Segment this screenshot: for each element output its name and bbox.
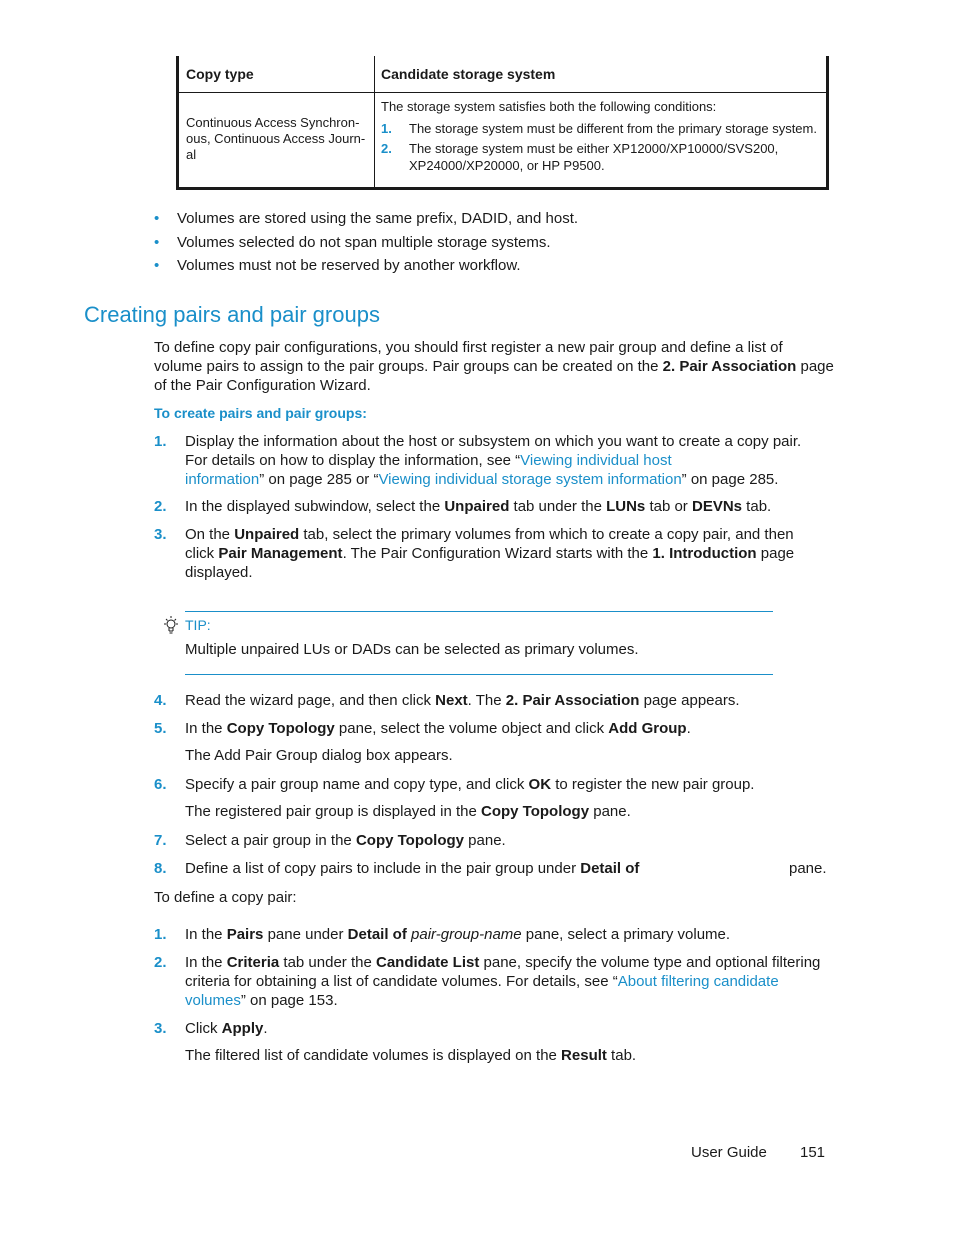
step-text-part: tab under the [279, 954, 376, 971]
step-text [185, 719, 835, 738]
link-about-filtering[interactable]: About filtering candidate [617, 973, 779, 990]
step-8-pane-word: pane. [789, 860, 827, 877]
step-text-part: Select a pair group in the [185, 832, 356, 849]
step-number: 3. [154, 1020, 167, 1037]
step-bold: Copy Topology [226, 720, 335, 737]
define-copy-pair-intro: To define a copy pair: [154, 889, 297, 906]
step-text-part: . [686, 720, 691, 737]
step-text-part: ” on page 285 or “ [259, 471, 379, 488]
step-bold: Criteria [226, 954, 280, 971]
step-text [185, 1019, 835, 1038]
condition-item [381, 141, 831, 177]
link-about-filtering-cont[interactable]: volumes [185, 992, 241, 1009]
step-text-part: click [185, 545, 219, 562]
step-number: 1. [154, 433, 167, 450]
step-text-part: tab or [645, 498, 692, 515]
intro-line: To define copy pair configurations, you should first register a new pair group and define a list of [154, 339, 783, 356]
step-bold: OK [528, 776, 552, 793]
table-header-candidate-storage: Candidate storage system [381, 66, 556, 82]
step-bold: Candidate List [375, 954, 480, 971]
step-text [185, 497, 835, 516]
table-column-divider [374, 56, 375, 187]
step-text-part: tab under the [509, 498, 607, 515]
step-number: 4. [154, 692, 167, 709]
step-text-part: For details on how to display the information, see “ [185, 452, 521, 469]
step-text-part: . [263, 1020, 268, 1037]
step-text-part: pane, specify the volume type and optional filtering [479, 954, 821, 971]
condition-item [381, 121, 831, 141]
step-number: 5. [154, 720, 167, 737]
step-text-part: The registered pair group is displayed in the [185, 803, 482, 820]
step-bold: Copy Topology [481, 803, 590, 820]
step-text [185, 432, 835, 489]
step-line [185, 470, 835, 489]
condition-text: The storage system must be different from the primary storage system. [409, 121, 817, 136]
step-line: displayed. [185, 564, 253, 581]
step-bold: Apply [221, 1020, 264, 1037]
intro-paragraph [154, 338, 834, 395]
step-6-result [185, 803, 631, 820]
step-text-part: tab. [742, 498, 772, 515]
step-bold: Next [435, 692, 468, 709]
step-text-part: Read the wizard page, and then click [185, 692, 436, 709]
step-bold: Result [561, 1047, 607, 1064]
condition-number: 2. [381, 141, 392, 156]
step-line [185, 451, 835, 470]
tip-top-divider [185, 611, 773, 612]
step-text [185, 925, 835, 944]
step-number: 6. [154, 776, 167, 793]
step-text-part: pane, select a primary volume. [521, 926, 731, 943]
step-line [185, 525, 835, 544]
table-header-copy-type: Copy type [186, 66, 254, 82]
step-italic: pair-group-name [411, 926, 522, 943]
step-bold: Unpaired [234, 526, 300, 543]
step-text [185, 953, 835, 1010]
step-text-part: The filtered list of candidate volumes is displayed on the [185, 1047, 562, 1064]
step-text-part: ” on page 285. [681, 471, 779, 488]
intro-text: volume pairs to assign to the pair groups. Pair groups can be created on the [154, 358, 663, 375]
step-text-part: Click [185, 1020, 222, 1037]
tip-label: TIP: [185, 617, 211, 633]
step-text [185, 525, 835, 582]
copy-type-table [176, 56, 829, 190]
table-cell-conditions [381, 99, 831, 177]
link-viewing-host[interactable]: Viewing individual host [520, 452, 672, 469]
step-text [185, 859, 835, 878]
step-bold: Pairs [226, 926, 264, 943]
step-bold: Pair Management [218, 545, 343, 562]
intro-bold: 2. Pair Association [662, 358, 797, 375]
intro-line [154, 357, 834, 376]
step-text-part: page appears. [639, 692, 740, 709]
step-text-part: In the [185, 954, 227, 971]
intro-line: of the Pair Configuration Wizard. [154, 377, 371, 394]
page-number: 151 [800, 1144, 826, 1161]
bullet-item [154, 210, 579, 227]
step-text-part: criteria for obtaining a list of candidate volumes. For details, see “ [185, 973, 618, 990]
step-bold: Detail of [580, 860, 640, 877]
step-5-result: The Add Pair Group dialog box appears. [185, 747, 453, 764]
link-viewing-storage[interactable]: Viewing individual storage system information [378, 471, 682, 488]
define-step-3-result [185, 1047, 636, 1064]
step-line [185, 972, 835, 991]
link-viewing-host-cont[interactable]: information [185, 471, 260, 488]
bullet-item [154, 257, 521, 274]
copy-type-line: Continuous Access Synchron- [186, 115, 360, 130]
bullet-icon: • [154, 210, 160, 227]
step-bold: 1. Introduction [652, 545, 757, 562]
step-text-part: ” on page 153. [240, 992, 338, 1009]
lightbulb-icon [162, 615, 180, 639]
step-text-part: On the [185, 526, 235, 543]
bullet-text: Volumes selected do not span multiple storage systems. [177, 234, 551, 251]
step-bold: Unpaired [444, 498, 510, 515]
step-line [185, 953, 835, 972]
step-text-part: In the [185, 926, 227, 943]
step-number: 7. [154, 832, 167, 849]
step-bold: Copy Topology [355, 832, 464, 849]
footer-label: User Guide [691, 1144, 767, 1161]
step-line [185, 991, 835, 1010]
section-title: Creating pairs and pair groups [84, 302, 380, 327]
tip-bottom-divider [185, 674, 773, 675]
step-number: 2. [154, 954, 167, 971]
procedure-title: To create pairs and pair groups: [154, 405, 367, 421]
step-text-part: pane. [464, 832, 506, 849]
step-text-part: . The [467, 692, 506, 709]
step-text-part: tab. [606, 1047, 637, 1064]
step-text [185, 831, 835, 850]
intro-text: page [796, 358, 834, 375]
step-number: 1. [154, 926, 167, 943]
step-text [185, 775, 835, 794]
step-text-part: pane, select the volume object and click [334, 720, 609, 737]
step-number: 3. [154, 526, 167, 543]
condition-text: XP24000/XP20000, or HP P9500. [409, 158, 605, 173]
bullet-icon: • [154, 257, 160, 274]
step-bold: DEVNs [691, 498, 743, 515]
bullet-icon: • [154, 234, 160, 251]
condition-text: The storage system must be either XP12000/XP10000/SVS200, [409, 141, 779, 156]
step-number: 2. [154, 498, 167, 515]
bullet-text: Volumes are stored using the same prefix, DADID, and host. [177, 210, 579, 227]
step-text-part: Define a list of copy pairs to include in the pair group under [185, 860, 581, 877]
bullet-item [154, 234, 551, 251]
bullet-text: Volumes must not be reserved by another workflow. [177, 257, 521, 274]
copy-type-line: al [186, 147, 197, 162]
step-text-part: to register the new pair group. [551, 776, 755, 793]
step-bold: Add Group [608, 720, 687, 737]
step-line [185, 544, 835, 563]
condition-number: 1. [381, 121, 392, 136]
conditions-intro: The storage system satisfies both the following conditions: [381, 99, 717, 114]
step-text-part: tab, select the primary volumes from which to create a copy pair, and then [299, 526, 794, 543]
step-text-part: pane under [263, 926, 348, 943]
table-cell-copy-type [186, 115, 371, 163]
tip-text: Multiple unpaired LUs or DADs can be selected as primary volumes. [185, 641, 639, 658]
step-bold: 2. Pair Association [505, 692, 640, 709]
step-text-part: . The Pair Configuration Wizard starts with the [342, 545, 653, 562]
step-bold: LUNs [606, 498, 646, 515]
step-bold: Detail of [347, 926, 407, 943]
step-text-part: page [756, 545, 795, 562]
step-text [185, 691, 835, 710]
step-text-part: pane. [589, 803, 631, 820]
step-text-part: In the [185, 720, 227, 737]
step-number: 8. [154, 860, 167, 877]
step-line: Display the information about the host or subsystem on which you want to create a copy pair. [185, 433, 802, 450]
copy-type-line: ous, Continuous Access Journ- [186, 131, 366, 146]
step-text-part: Specify a pair group name and copy type, and click [185, 776, 529, 793]
step-text-part: In the displayed subwindow, select the [185, 498, 445, 515]
